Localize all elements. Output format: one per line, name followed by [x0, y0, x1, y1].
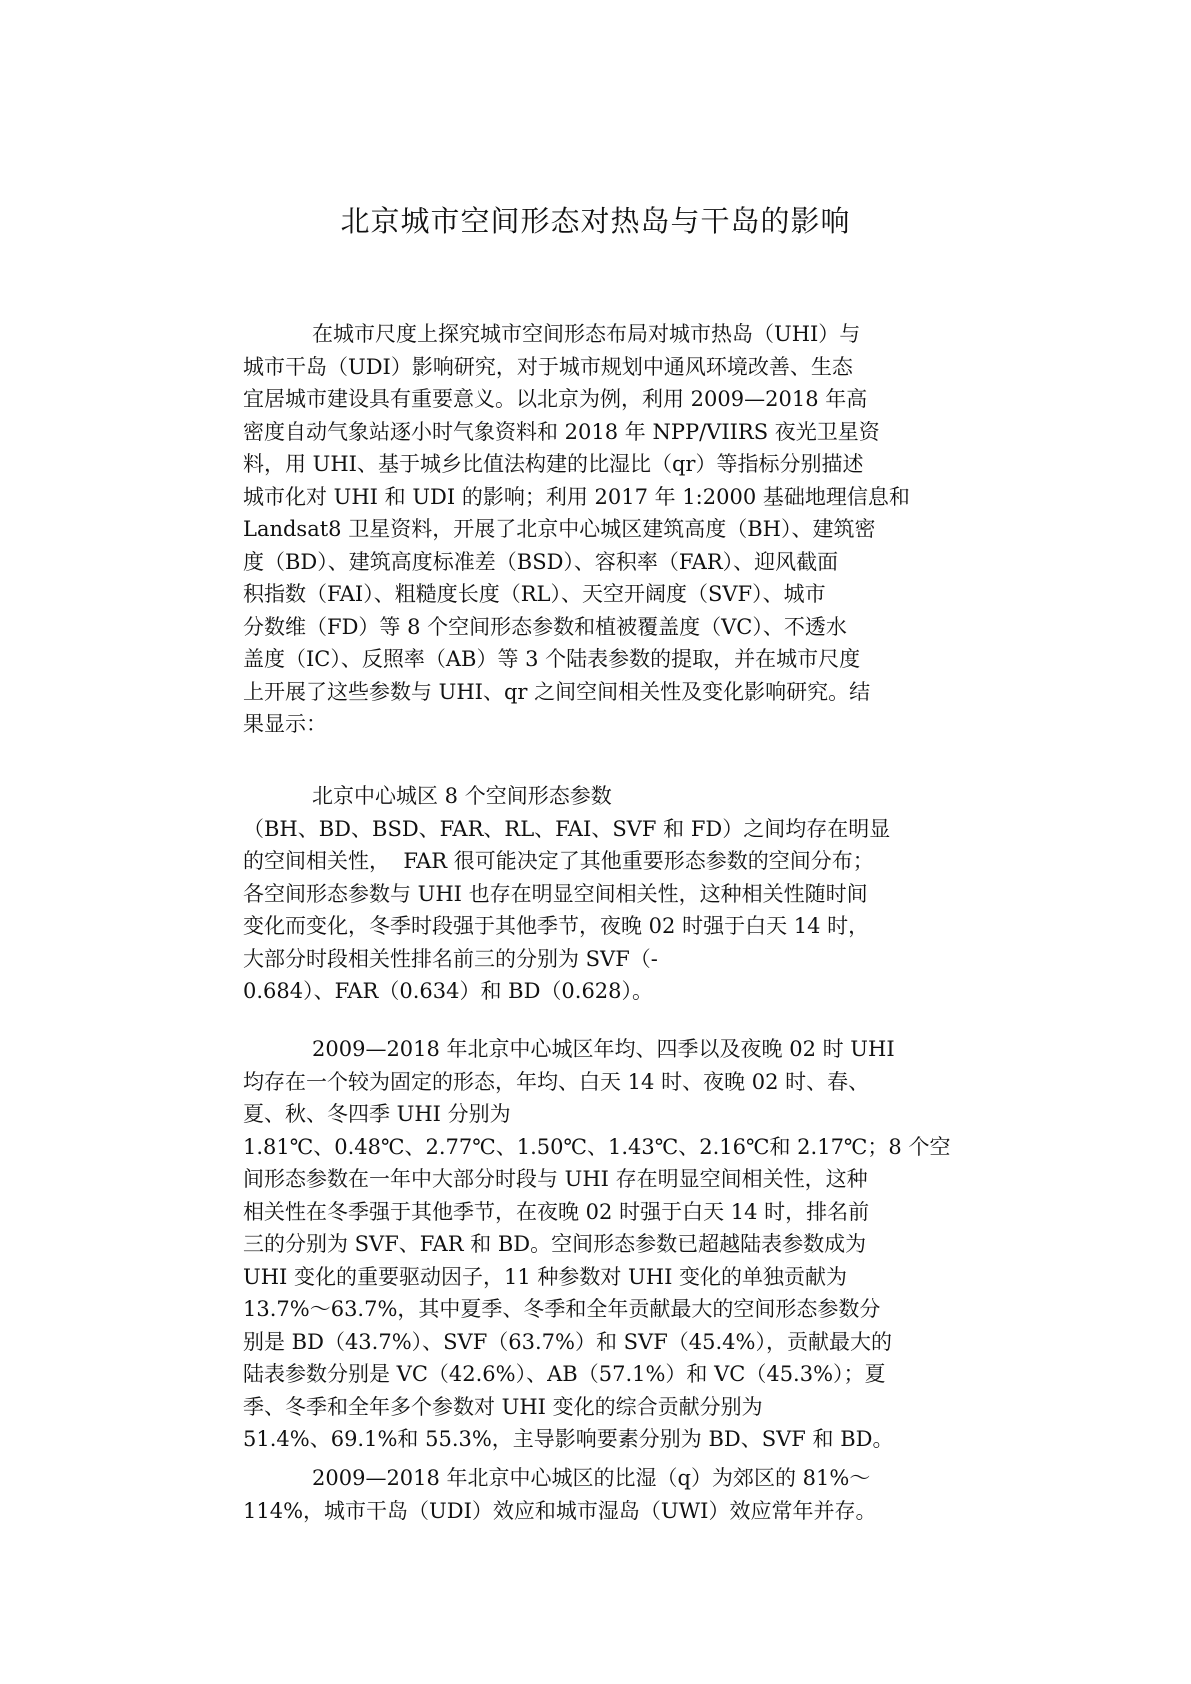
paragraph-line: 分数维（FD）等 8 个空间形态参数和植被覆盖度（VC）、不透水	[243, 614, 847, 639]
paragraph-line: 度（BD）、建筑高度标准差（BSD）、容积率（FAR）、迎风截面	[243, 549, 839, 574]
paragraph-line: 13.7%～63.7%，其中夏季、冬季和全年贡献最大的空间形态参数分	[243, 1297, 881, 1321]
paragraph-1	[243, 318, 943, 741]
paragraph-line: 大部分时段相关性排名前三的分别为 SVF（-	[243, 946, 658, 971]
paragraph-line: 均存在一个较为固定的形态，年均、白天 14 时、夜晚 02 时、春、	[243, 1069, 870, 1094]
paragraph-line: UHI 变化的重要驱动因子，11 种参数对 UHI 变化的单独贡献为	[243, 1264, 848, 1289]
paragraph-line: 三的分别为 SVF、FAR 和 BD。空间形态参数已超越陆表参数成为	[243, 1232, 867, 1256]
paragraph-line: 的空间相关性， FAR 很可能决定了其他重要形态参数的空间分布；	[243, 849, 874, 873]
paragraph-line: 2009—2018 年北京中心城区年均、四季以及夜晚 02 时 UHI	[312, 1037, 895, 1061]
paragraph-line: 0.684）、FAR（0.634）和 BD（0.628）。	[243, 979, 654, 1003]
paragraph-line: 2009—2018 年北京中心城区的比湿（q）为郊区的 81%～	[312, 1466, 871, 1490]
paragraph-line: 变化而变化，冬季时段强于其他季节，夜晚 02 时强于白天 14 时，	[243, 914, 870, 938]
paragraph-line: 相关性在冬季强于其他季节，在夜晚 02 时强于白天 14 时，排名前	[243, 1199, 870, 1224]
paragraph-line: 城市化对 UHI 和 UDI 的影响；利用 2017 年 1:2000 基础地理信息和	[243, 484, 910, 509]
paragraph-line: 陆表参数分别是 VC（42.6%）、AB（57.1%）和 VC（45.3%）；夏	[243, 1362, 886, 1386]
paragraph-line: 各空间形态参数与 UHI 也存在明显空间相关性，这种相关性随时间	[243, 881, 868, 906]
paragraph-line: 1.81℃、0.48℃、2.77℃、1.50℃、1.43℃、2.16℃和 2.17℃；8 个空	[243, 1134, 951, 1159]
paragraph-line: 间形态参数在一年中大部分时段与 UHI 存在明显空间相关性，这种	[243, 1167, 868, 1191]
paragraph-line: 51.4%、69.1%和 55.3%，主导影响要素分别为 BD、SVF 和 BD。	[243, 1427, 894, 1451]
paragraph-line: 密度自动气象站逐小时气象资料和 2018 年 NPP/VIIRS 夜光卫星资	[243, 419, 880, 444]
paragraph-line: 城市干岛（UDI）影响研究，对于城市规划中通风环境改善、生态	[243, 354, 853, 379]
page-title: 北京城市空间形态对热岛与干岛的影响	[340, 204, 851, 238]
paragraph-line: 在城市尺度上探究城市空间形态布局对城市热岛（UHI）与	[312, 322, 861, 346]
paragraph-line: 季、冬季和全年多个参数对 UHI 变化的综合贡献分别为	[243, 1394, 763, 1419]
paragraph-line: 114%，城市干岛（UDI）效应和城市湿岛（UWI）效应常年并存。	[243, 1498, 877, 1523]
paragraph-line: Landsat8 卫星资料，开展了北京中心城区建筑高度（BH）、建筑密	[243, 517, 876, 541]
paragraph-3	[243, 1033, 951, 1456]
paragraph-line: 盖度（IC）、反照率（AB）等 3 个陆表参数的提取，并在城市尺度	[243, 647, 861, 671]
paragraph-line: 料，用 UHI、基于城乡比值法构建的比湿比（qr）等指标分别描述	[243, 452, 864, 476]
paragraph-line: 宜居城市建设具有重要意义。以北京为例，利用 2009—2018 年高	[243, 387, 868, 411]
paragraph-line: 上开展了这些参数与 UHI、qr 之间空间相关性及变化影响研究。结	[243, 679, 871, 704]
paragraph-line: 北京中心城区 8 个空间形态参数	[312, 784, 612, 808]
paragraph-4	[243, 1462, 943, 1527]
paragraph-line: （BH、BD、BSD、FAR、RL、FAI、SVF 和 FD）之间均存在明显	[243, 816, 891, 841]
paragraph-2	[243, 780, 943, 1008]
paragraph-line: 果显示：	[243, 712, 327, 736]
paragraph-line: 夏、秋、冬四季 UHI 分别为	[243, 1102, 511, 1126]
paragraph-line: 别是 BD（43.7%）、SVF（63.7%）和 SVF（45.4%），贡献最大的	[243, 1329, 892, 1354]
paragraph-line: 积指数（FAI）、粗糙度长度（RL）、天空开阔度（SVF）、城市	[243, 582, 826, 606]
